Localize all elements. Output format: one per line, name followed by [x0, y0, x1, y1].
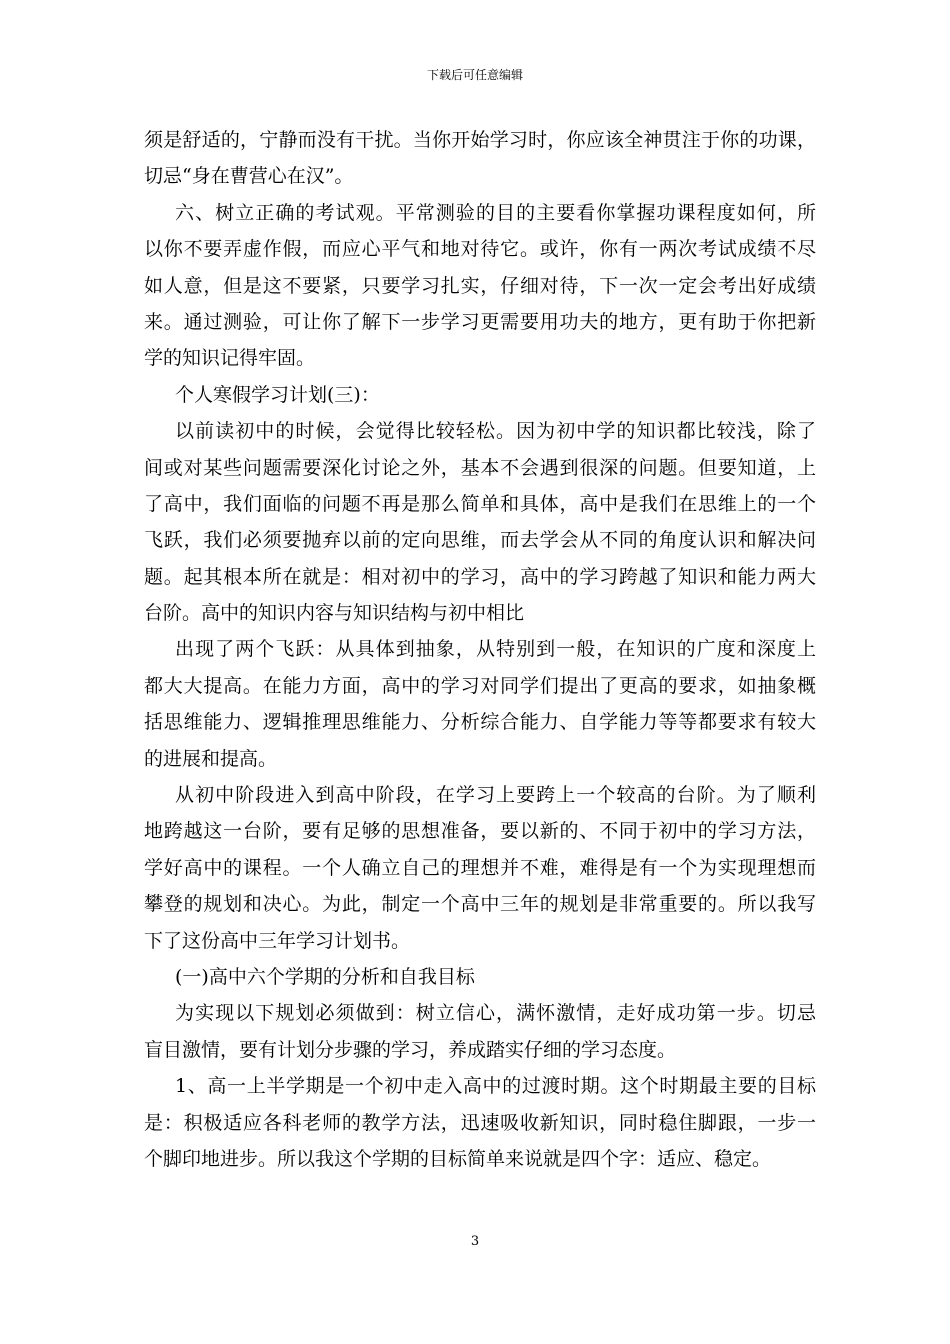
text-line: 下了这份高中三年学习计划书。	[144, 929, 411, 952]
text-line: 了高中，我们面临的问题不再是那么简单和具体，高中是我们在思维上的一个	[144, 492, 816, 515]
text-line: 台阶。高中的知识内容与知识结构与初中相比	[144, 602, 525, 625]
text-line: 切忌“身在曹营心在汉”。	[144, 165, 354, 188]
page-number: 3	[470, 1234, 480, 1249]
text-line: 六、树立正确的考试观。平常测验的目的主要看你掌握功课程度如何，所	[175, 201, 816, 224]
page-header: 下载后可任意编辑	[426, 68, 523, 82]
text-line: 学的知识记得牢固。	[144, 347, 316, 370]
text-line: 是：积极适应各科老师的教学方法，迅速吸收新知识，同时稳住脚跟，一步一	[144, 1111, 816, 1134]
body-text	[144, 122, 816, 1177]
text-line: 以前读初中的时候，会觉得比较轻松。因为初中学的知识都比较浅，除了	[175, 420, 816, 443]
text-line: 的进展和提高。	[144, 747, 278, 770]
text-line: 如人意，但是这不要紧，只要学习扎实，仔细对待，下一次一定会考出好成绩	[144, 274, 816, 297]
text-line: 须是舒适的，宁静而没有干扰。当你开始学习时，你应该全神贯注于你的功课，	[144, 129, 816, 151]
text-line: 学好高中的课程。一个人确立自己的理想并不难，难得是有一个为实现理想而	[144, 856, 816, 879]
text-line: 出现了两个飞跃：从具体到抽象，从特别到一般，在知识的广度和深度上	[175, 638, 816, 661]
text-line: (一)高中六个学期的分析和自我目标	[175, 965, 475, 988]
text-line: 括思维能力、逻辑推理思维能力、分析综合能力、自学能力等等都要求有较大	[144, 711, 816, 734]
text-line: 个人寒假学习计划(三)：	[175, 383, 380, 406]
text-line: 攀登的规划和决心。为此，制定一个高中三年的规划是非常重要的。所以我写	[144, 893, 816, 916]
text-line: 来。通过测验，可让你了解下一步学习更需要用功夫的地方，更有助于你把新	[144, 310, 816, 333]
text-line: 盲目激情，要有计划分步骤的学习，养成踏实仔细的学习态度。	[144, 1038, 677, 1061]
text-line: 都大大提高。在能力方面，高中的学习对同学们提出了更高的要求，如抽象概	[144, 674, 816, 697]
text-line: 个脚印地进步。所以我这个学期的目标简单来说就是四个字：适应、稳定。	[144, 1147, 772, 1170]
text-line: 1、高一上半学期是一个初中走入高中的过渡时期。这个时期最主要的目标	[175, 1075, 816, 1098]
text-line: 题。起其根本所在就是：相对初中的学习，高中的学习跨越了知识和能力两大	[144, 565, 816, 588]
text-line: 地跨越这一台阶，要有足够的思想准备，要以新的、不同于初中的学习方法，	[144, 820, 816, 843]
text-line: 为实现以下规划必须做到：树立信心，满怀激情，走好成功第一步。切忌	[175, 1002, 816, 1025]
text-line: 从初中阶段进入到高中阶段，在学习上要跨上一个较高的台阶。为了顺利	[175, 784, 816, 807]
text-line: 飞跃，我们必须要抛弃以前的定向思维，而去学会从不同的角度认识和解决问	[144, 529, 816, 552]
text-line: 以你不要弄虚作假，而应心平气和地对待它。或许，你有一两次考试成绩不尽	[144, 238, 816, 261]
text-line: 间或对某些问题需要深化讨论之外，基本不会遇到很深的问题。但要知道，上	[144, 456, 816, 479]
